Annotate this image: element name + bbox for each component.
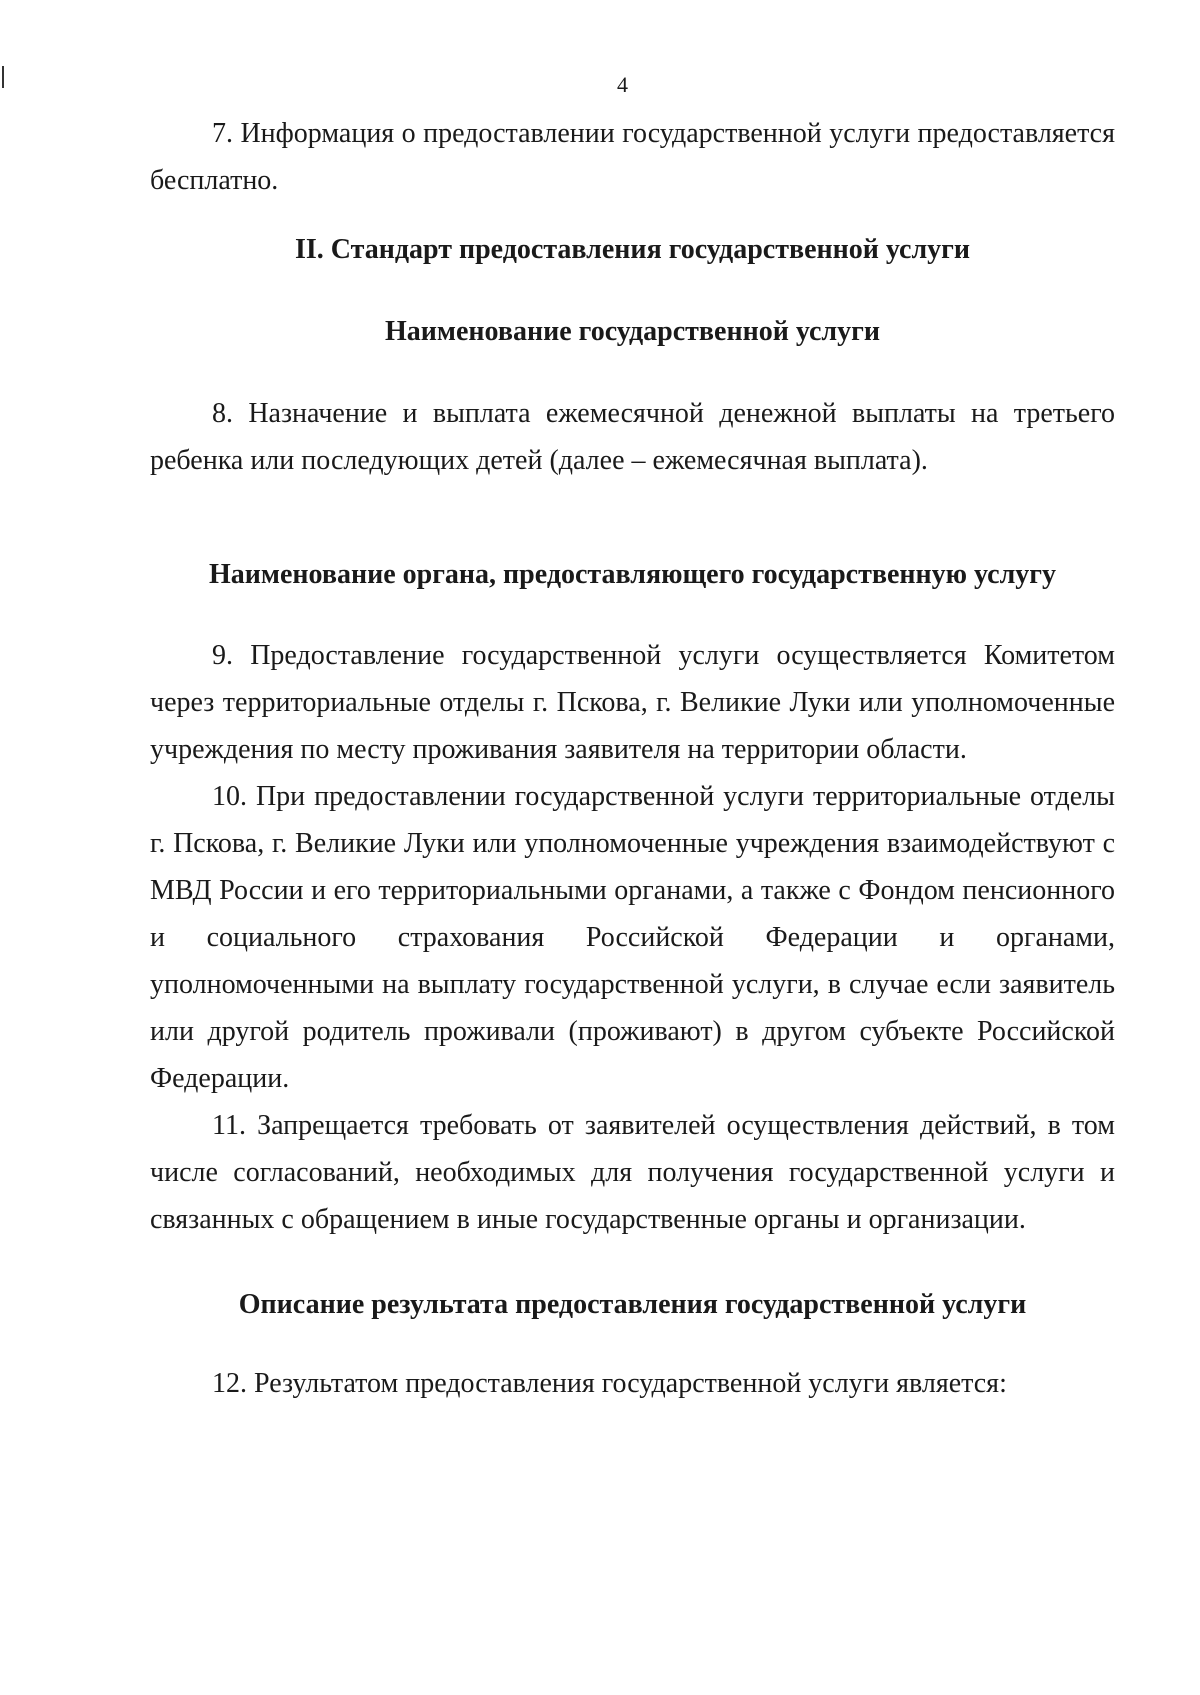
page-number: 4 <box>617 72 628 97</box>
paragraph-12: 12. Результатом предоставления государственной услуги является: <box>212 1368 1007 1399</box>
section-title: II. Стандарт предоставления государственной услуги <box>294 234 971 265</box>
heading-service-name: Наименование государственной услуги <box>385 316 880 347</box>
paragraph-12-block <box>150 1360 1115 1407</box>
paragraph-7: 7. Информация о предоставлении государственной услуги предоставляется бесплатно. <box>150 118 1115 196</box>
paragraph-8: 8. Назначение и выплата ежемесячной денежной выплаты на третьего ребенка или последующих детей (далее – ежемесячная выплата). <box>150 398 1115 476</box>
paragraph-11: 11. Запрещается требовать от заявителей осуществления действий, в том числе согласований, необходимых для получения государственной услуги и связанных с обращением в иные государственные органы и организации. <box>150 1110 1115 1235</box>
heading-result: Описание результата предоставления государственной услуги <box>238 1289 1027 1320</box>
paragraph-8-block <box>150 390 1115 484</box>
paragraph-10: 10. При предоставлении государственной услуги территориальные отделы г. Пскова, г. Великие Луки или уполномоченные учреждения взаимодействуют с МВД России и его территориальными органами, а также с Фондом пенсионного и социального страхования Российской Федерации и органами, уполномоченными на выплату государственной услуги, в случае если заявитель или другой родитель проживали (проживают) в другом субъекте Российской Федерации. <box>150 781 1115 1094</box>
paragraph-9: 9. Предоставление государственной услуги осуществляется Комитетом через территориальные отделы г. Пскова, г. Великие Луки или уполномоченные учреждения по месту проживания заявителя на территории области. <box>150 640 1115 765</box>
paragraph-7-block <box>150 110 1115 204</box>
paragraphs-9-11-block <box>150 632 1115 1243</box>
heading-authority: Наименование органа, предоставляющего государственную услугу <box>208 559 1057 590</box>
